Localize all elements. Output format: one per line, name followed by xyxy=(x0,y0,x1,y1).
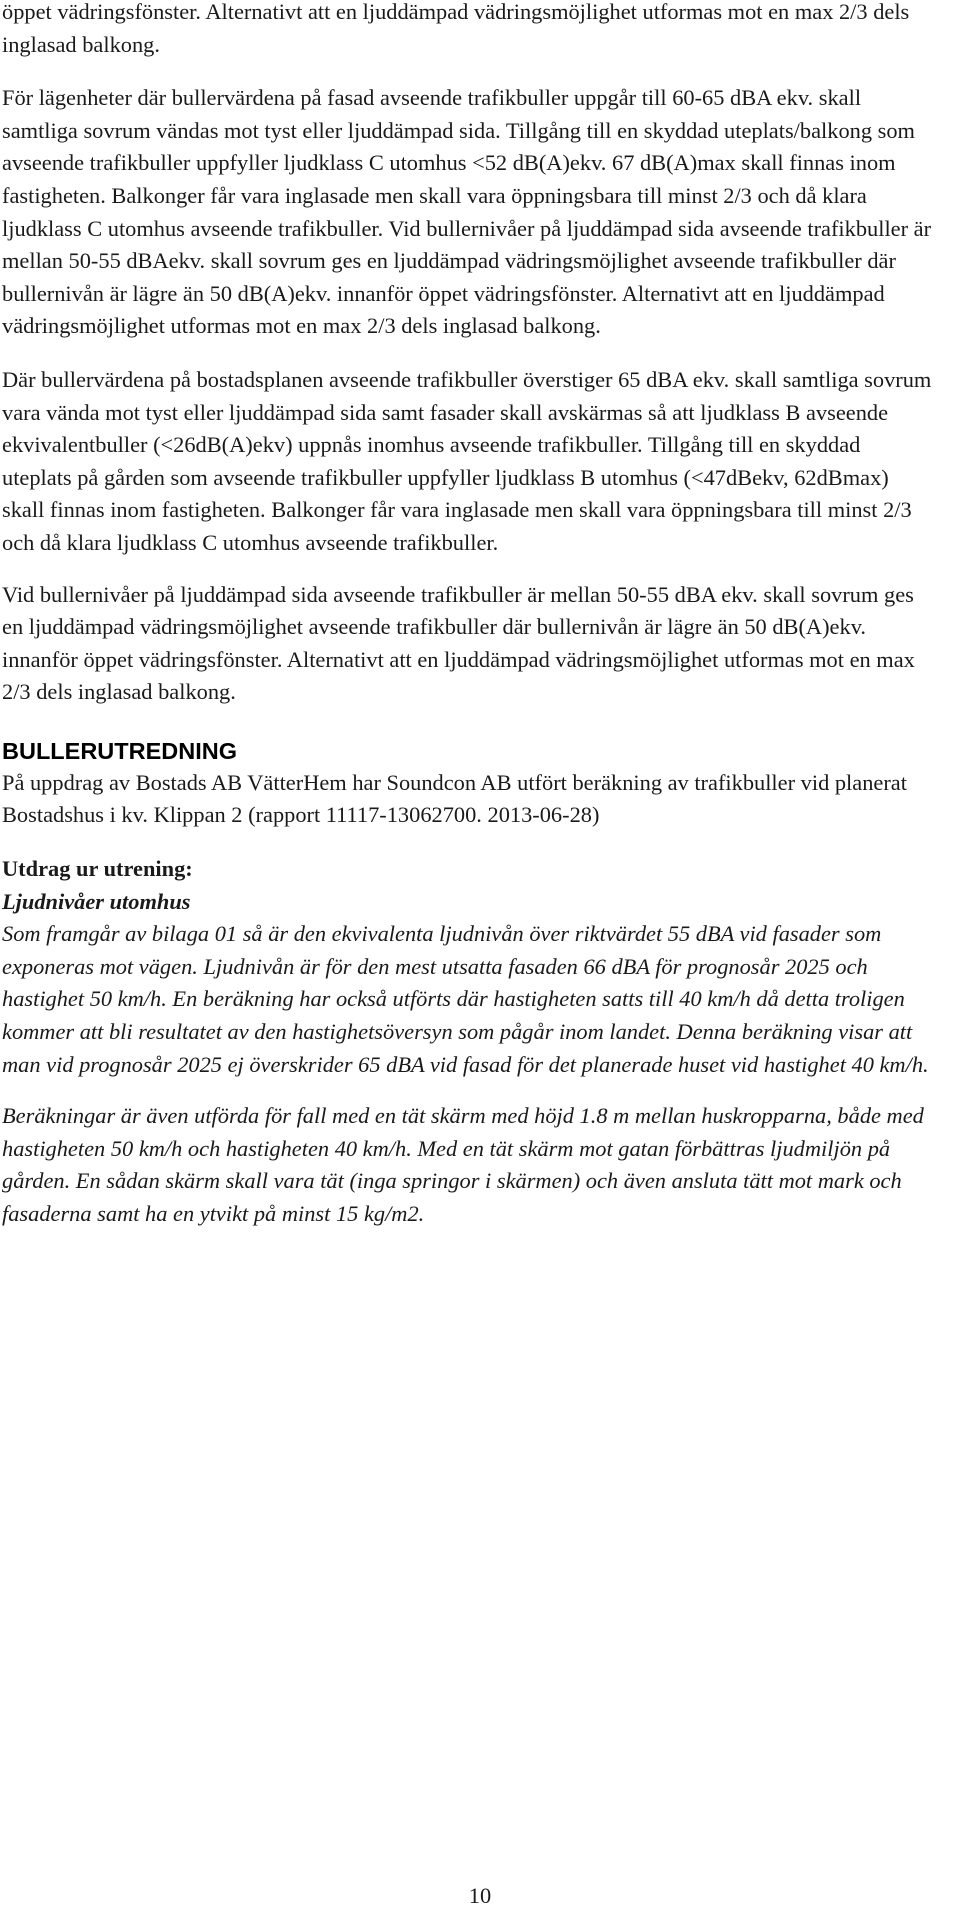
page-number: 10 xyxy=(468,1883,492,1908)
paragraph-50-55-dba: Vid bullernivåer på ljuddämpad sida avseende trafikbuller är mellan 50-55 dBA ekv. skall sovrum ges en ljuddämpad vädringsmöjlighet avseende trafikbuller där bullernivån är lägre än 50 dB(A)ekv. innanför öppet vädringsfönster. Alternativt att en ljuddämpad vädringsmöjlighet utformas mot en max 2/3 dels inglasad balkong. xyxy=(2,581,915,705)
excerpt-heading: Utdrag ur utrening: xyxy=(2,856,193,882)
paragraph-over-65-dba: Där bullervärdena på bostadsplanen avseende trafikbuller överstiger 65 dBA ekv. skall samtliga sovrum vara vända mot tyst eller ljuddämpad sida samt fasader skall avskärmas så att ljudklass B avseende ekvivalentbuller (<26dB(A)ekv) uppnås inomhus avseende trafikbuller. Tillgång till en skyddad uteplats på gården som avseende trafikbuller uppfyller ljudklass B utomhus (<47dBekv, 62dBmax) skall finnas inom fastigheten. Balkonger får vara inglasade men skall vara öppningsbara till minst 2/3 och då klara ljudklass C utomhus avseende trafikbuller. xyxy=(2,366,932,555)
section-intro: På uppdrag av Bostads AB VätterHem har Soundcon AB utfört beräkning av trafikbuller vid planerat Bostadshus i kv. Klippan 2 (rapport 11117-13062700. 2013-06-28) xyxy=(2,769,907,828)
section-heading: BULLERUTREDNING xyxy=(2,737,237,764)
excerpt-paragraph-2: Beräkningar är även utförda för fall med en tät skärm med höjd 1.8 m mellan huskropparna, både med hastigheten 50 km/h och hastigheten 40 km/h. Med en tät skärm mot gatan förbättras ljudmiljön på gården. En sådan skärm skall vara tät (inga springor i skärmen) och även ansluta tätt mot mark och fasaderna samt ha en ytvikt på minst 15 kg/m2. xyxy=(2,1103,924,1226)
excerpt-subheading: Ljudnivåer utomhus xyxy=(2,888,191,914)
paragraph-continued: öppet vädringsfönster. Alternativt att en ljuddämpad vädringsmöjlighet utformas mot en max 2/3 dels inglasad balkong. xyxy=(2,0,910,57)
paragraph-60-65-dba: För lägenheter där bullervärdena på fasad avseende trafikbuller uppgår till 60-65 dBA ekv. skall samtliga sovrum vändas mot tyst eller ljuddämpad sida. Tillgång till en skyddad uteplats/balkong som avseende trafikbuller uppfyller ljudklass C utomhus <52 dB(A)ekv. 67 dB(A)max skall finnas inom fastigheten. Balkonger får vara inglasade men skall vara öppningsbara till minst 2/3 och då klara ljudklass C utomhus avseende trafikbuller. Vid bullernivåer på ljuddämpad sida avseende trafikbuller är mellan 50-55 dBAekv. skall sovrum ges en ljuddämpad vädringsmöjlighet avseende trafikbuller där bullernivån är lägre än 50 dB(A)ekv. innanför öppet vädringsfönster. Alternativt att en ljuddämpad vädringsmöjlighet utformas mot en max 2/3 dels inglasad balkong. xyxy=(2,85,932,339)
page-content xyxy=(2,0,932,1231)
excerpt-paragraph-1: Som framgår av bilaga 01 så är den ekvivalenta ljudnivån över riktvärdet 55 dBA vid fasader som exponeras mot vägen. Ljudnivån är för den mest utsatta fasaden 66 dBA för prognosår 2025 och hastighet 50 km/h. En beräkning har också utförts där hastigheten satts till 40 km/h då detta troligen kommer att bli resultatet av den hastighetsöversyn som pågår inom landet. Denna beräkning visar att man vid prognosår 2025 ej överskrider 65 dBA vid fasad för det planerade huset vid hastighet 40 km/h. xyxy=(2,921,929,1077)
